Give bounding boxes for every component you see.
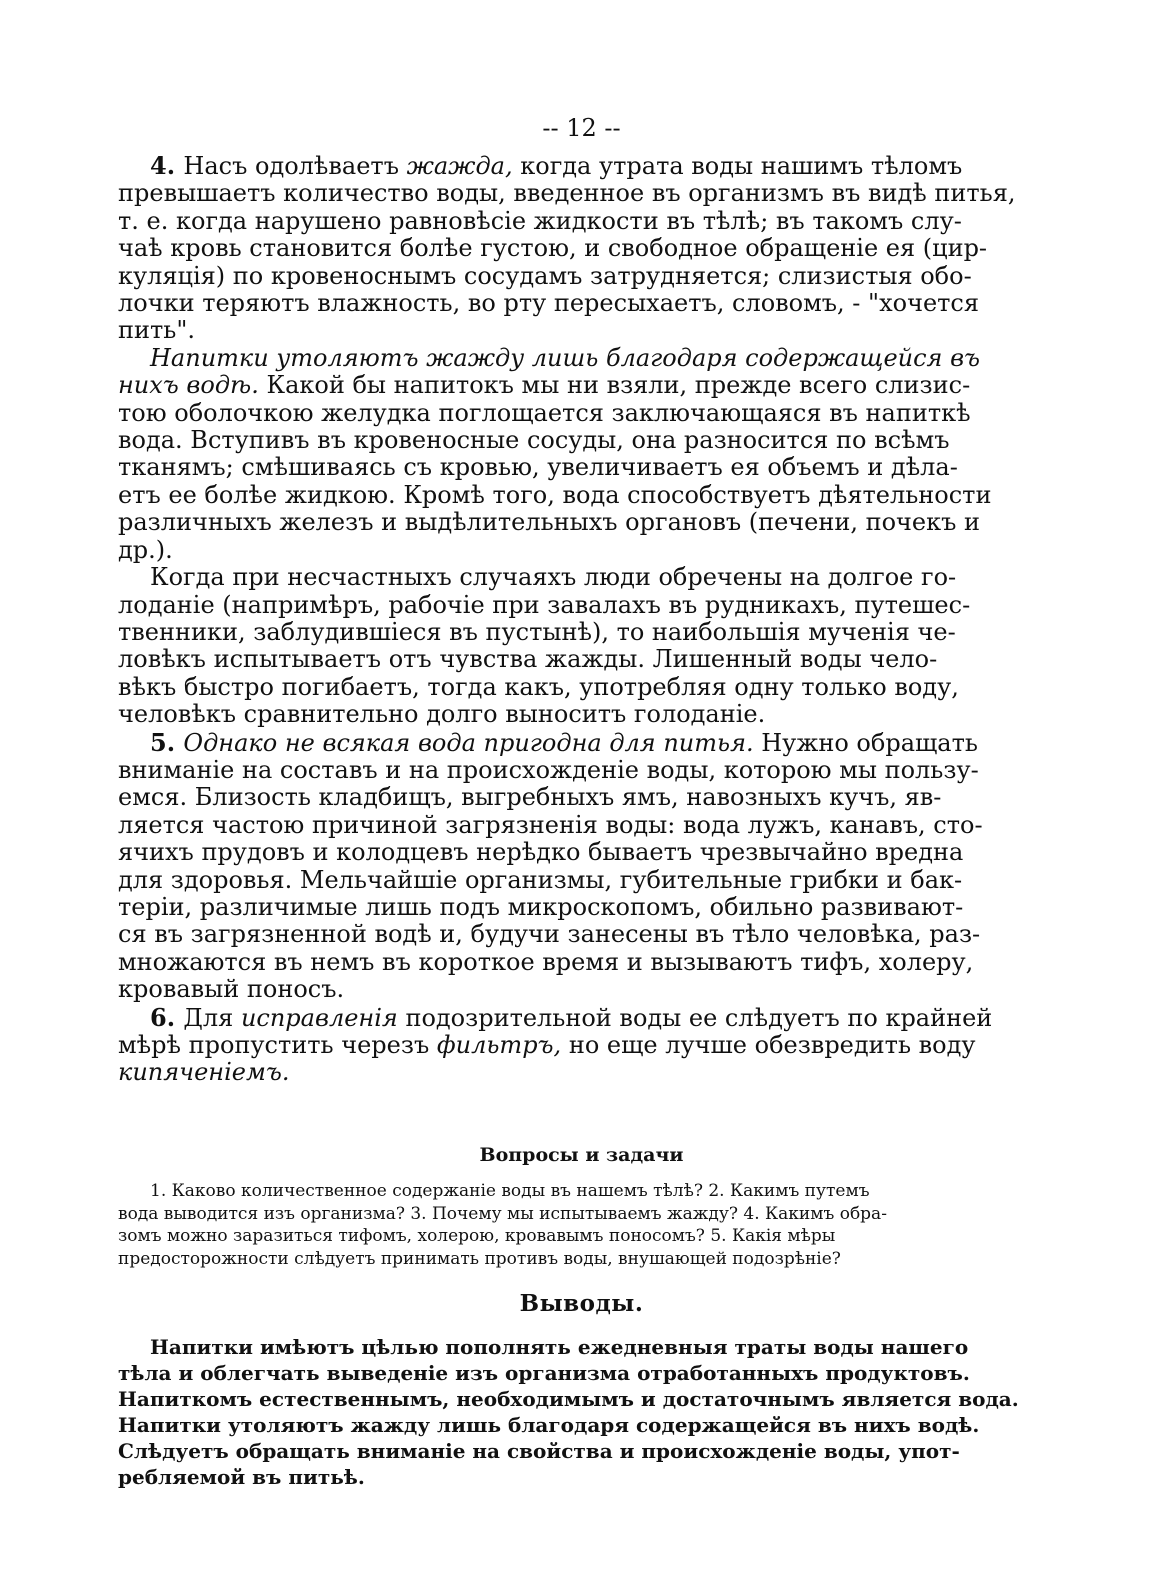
text-run: т. е. когда нарушено равновѣсіе жидкости въ тѣлѣ; въ такомъ слу- [118,206,962,235]
text-run: етъ ее болѣе жидкою. Кромѣ того, вода способствуетъ дѣятельности [118,480,992,509]
text-line [118,482,1046,509]
paragraph-6 [118,1004,1046,1087]
text-run: ловѣкъ испытываетъ отъ чувства жажды. Лишенный воды чело- [118,645,938,674]
text-line: Слѣдуетъ обращать вниманіе на свойства и происхожденіе воды, упот- [118,1439,960,1463]
text-run: когда утрата воды нашимъ тѣломъ [512,152,963,180]
conclusions-heading: Выводы. [519,1290,644,1317]
text-line [118,949,1046,976]
text-line [118,592,1046,619]
text-run: ячихъ прудовъ и колодцевъ нерѣдко бываетъ чрезвычайно вредна [118,838,964,867]
text-run: ляется частою причиной загрязненія воды: вода лужъ, канавъ, сто- [118,810,983,839]
text-line [118,1004,1046,1032]
text-line [118,1032,1046,1059]
text-line [118,400,1046,427]
text-run: Для [183,1003,241,1032]
text-line [118,427,1046,454]
questions-heading: Вопросы и задачи [479,1144,684,1166]
text-line [118,976,1046,1003]
text-run: превышаетъ количество воды, введенное въ организмъ въ видѣ питья, [118,179,1016,208]
text-run: Когда при несчастныхъ случаяхъ люди обречены на долгое го- [150,563,957,592]
text-run: подозрительной воды ее слѣдуетъ по крайней [397,1003,993,1032]
text-run: куляція) по кровеноснымъ сосудамъ затрудняется; слизистыя обо- [118,261,972,290]
text-line [118,372,1046,399]
paragraph-4 [118,152,1046,345]
section-number: 6. [150,1002,184,1032]
text-run: человѣкъ сравнительно долго выноситъ голоданіе. [118,700,766,729]
text-run: вѣкъ быстро погибаетъ, тогда какъ, употребляя одну только воду, [118,672,959,701]
paragraph-5 [118,729,1046,1004]
text-run: Какой бы напитокъ мы ни взяли, прежде всего слизис- [258,371,971,400]
emphasis: Однако не всякая вода пригодна для питья. [183,728,754,757]
emphasis: нихъ водѣ. [118,371,259,400]
emphasis: жажда, [406,152,513,180]
text-line [118,152,1046,180]
text-run: вода. Вступивъ въ кровеносные сосуды, она разносится по всѣмъ [118,426,950,455]
text-line [118,454,1046,481]
text-run: тканямъ; смѣшиваясь съ кровью, увеличиваетъ ея объемъ и дѣла- [118,453,958,482]
emphasis: исправленія [240,1003,398,1032]
text-line [118,619,1046,646]
text-run: твенники, заблудившіеся въ пустынѣ), то наибольшія мученія че- [118,617,956,646]
text-line [118,509,1046,536]
text-run: мѣрѣ пропустить черезъ [118,1031,437,1059]
text-line [118,674,1046,701]
text-line [118,1059,1046,1086]
text-run: емся. Близость кладбищъ, выгребныхъ ямъ, навозныхъ кучъ, яв- [118,783,942,812]
text-line [118,867,1046,894]
text-line [118,290,1046,317]
text-line [118,757,1046,784]
text-line: вода выводится изъ организма? 3. Почему мы испытываемъ жажду? 4. Какимъ обра- [118,1203,887,1224]
text-line [118,646,1046,673]
text-run: кровавый поносъ. [118,975,345,1004]
conclusions-text [118,1334,1046,1490]
text-line [118,317,1046,344]
text-run: теріи, различимые лишь подъ микроскопомъ, обильно развивают- [118,892,964,921]
text-line [118,701,1046,728]
text-run: но еще лучше обезвредить воду [561,1031,976,1059]
text-line: Напитки утоляютъ жажду лишь благодаря содержащейся въ нихъ водѣ. [118,1413,980,1437]
text-run: для здоровья. Мельчайшіе организмы, губительные грибки и бак- [118,865,963,894]
body-text [118,152,1046,1087]
text-line [118,564,1046,591]
text-run: Нужно обращать [753,728,978,757]
section-number: 5. [150,727,184,757]
text-line [118,812,1046,839]
text-line [118,729,1046,757]
text-run: различныхъ железъ и выдѣлительныхъ органовъ (печени, почекъ и [118,508,981,537]
text-line [118,235,1046,262]
text-run: чаѣ кровь становится болѣе густою, и свободное обращеніе ея (цир- [118,234,988,263]
text-run: тою оболочкою желудка поглощается заключающаяся въ напиткѣ [118,398,971,427]
text-line [118,894,1046,921]
text-line [118,345,1046,372]
paragraph-drinks-quench-thirst [118,345,1046,564]
text-run: ся въ загрязненной водѣ и, будучи занесены въ тѣло человѣка, раз- [118,920,981,949]
text-line [118,784,1046,811]
text-line: предосторожности слѣдуетъ принимать противъ воды, внушающей подозрѣніе? [118,1248,841,1269]
text-line: Напитки имѣютъ цѣлью пополнять ежедневныя траты воды нашего [150,1335,969,1359]
paragraph-starvation [118,564,1046,728]
text-run: лоданіе (напримѣръ, рабочіе при завалахъ въ рудникахъ, путешес- [118,590,971,619]
emphasis: кипяченіемъ. [118,1058,290,1087]
text-run: вниманіе на составъ и на происхожденіе воды, которою мы пользу- [118,755,979,784]
questions-text [118,1180,1046,1270]
text-line [118,263,1046,290]
page-number: -- 12 -- [542,114,621,142]
text-run: лочки теряютъ влажность, во рту пересыхаетъ, словомъ, - "хочется [118,289,979,318]
text-line: Напиткомъ естественнымъ, необходимымъ и достаточнымъ является вода. [118,1387,1019,1411]
text-line: зомъ можно заразиться тифомъ, холерою, кровавымъ поносомъ? 5. Какія мѣры [118,1226,836,1246]
text-run: др.). [118,535,173,564]
text-run: Насъ одолѣваетъ [183,152,407,180]
text-line: тѣла и облегчать выведеніе изъ организма отработанныхъ продуктовъ. [118,1361,970,1385]
emphasis: Напитки утоляютъ жажду лишь благодаря содержащейся въ [150,343,981,372]
text-line: ребляемой въ питьѣ. [118,1465,365,1489]
text-line [118,208,1046,235]
text-run: пить". [118,316,196,345]
text-line [118,537,1046,564]
text-line [118,921,1046,948]
text-run: множаются въ немъ въ короткое время и вызываютъ тифъ, холеру, [118,947,974,976]
section-number: 4. [150,151,184,180]
text-line [118,839,1046,866]
emphasis: фильтръ, [436,1031,562,1059]
text-line [118,180,1046,207]
text-line: 1. Каково количественное содержаніе воды въ нашемъ тѣлѣ? 2. Какимъ путемъ [150,1181,870,1201]
